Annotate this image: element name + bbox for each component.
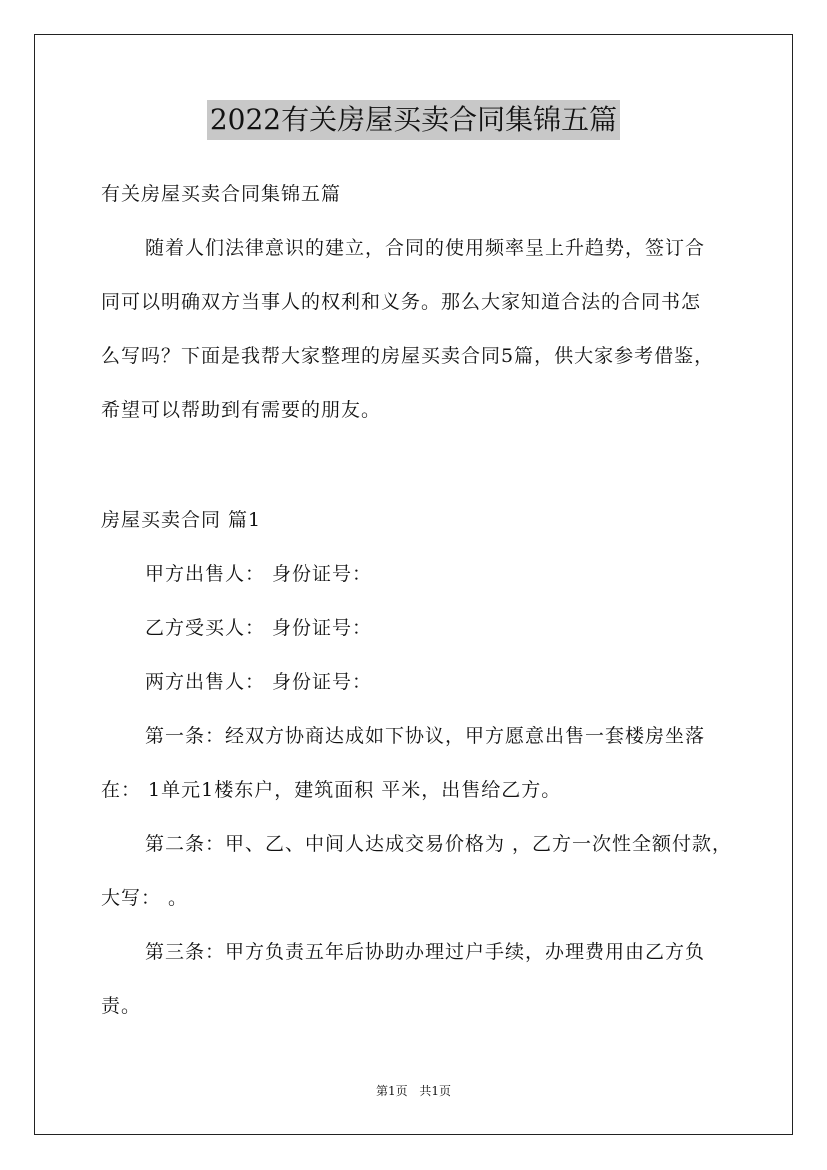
page-number-total: 共1页	[419, 1084, 452, 1098]
party-a-line: 甲方出售人： 身份证号：	[145, 563, 373, 585]
article-1-line: 第一条：经双方协商达成如下协议，甲方愿意出售一套楼房坐落	[145, 725, 706, 747]
intro-line: 随着人们法律意识的建立，合同的使用频率呈上升趋势，签订合	[145, 237, 706, 259]
article-2-line: 大写： 。	[101, 887, 189, 909]
intro-line: 同可以明确双方当事人的权利和义务。那么大家知道合法的合同书怎	[101, 291, 702, 313]
party-c-line: 两方出售人： 身份证号：	[145, 671, 373, 693]
document-title: 2022有关房屋买卖合同集锦五篇	[207, 100, 620, 140]
page-number-current: 第1页	[375, 1084, 408, 1098]
intro-line: 么写吗？下面是我帮大家整理的房屋买卖合同5篇，供大家参考借鉴，	[101, 345, 715, 367]
page-footer	[0, 1083, 827, 1099]
title-container	[0, 100, 827, 140]
party-b-line: 乙方受买人： 身份证号：	[145, 617, 373, 639]
article-3-line: 第三条：甲方负责五年后协助办理过户手续，办理费用由乙方负	[145, 941, 706, 963]
section-heading: 房屋买卖合同 篇1	[101, 509, 262, 531]
intro-line: 希望可以帮助到有需要的朋友。	[101, 399, 382, 421]
article-2-line: 第二条：甲、乙、中间人达成交易价格为 ，乙方一次性全额付款，	[145, 833, 733, 855]
document-subtitle: 有关房屋买卖合同集锦五篇	[101, 183, 342, 205]
article-1-line: 在： 1单元1楼东户，建筑面积 平米，出售给乙方。	[101, 779, 562, 801]
article-3-line: 责。	[101, 995, 142, 1017]
